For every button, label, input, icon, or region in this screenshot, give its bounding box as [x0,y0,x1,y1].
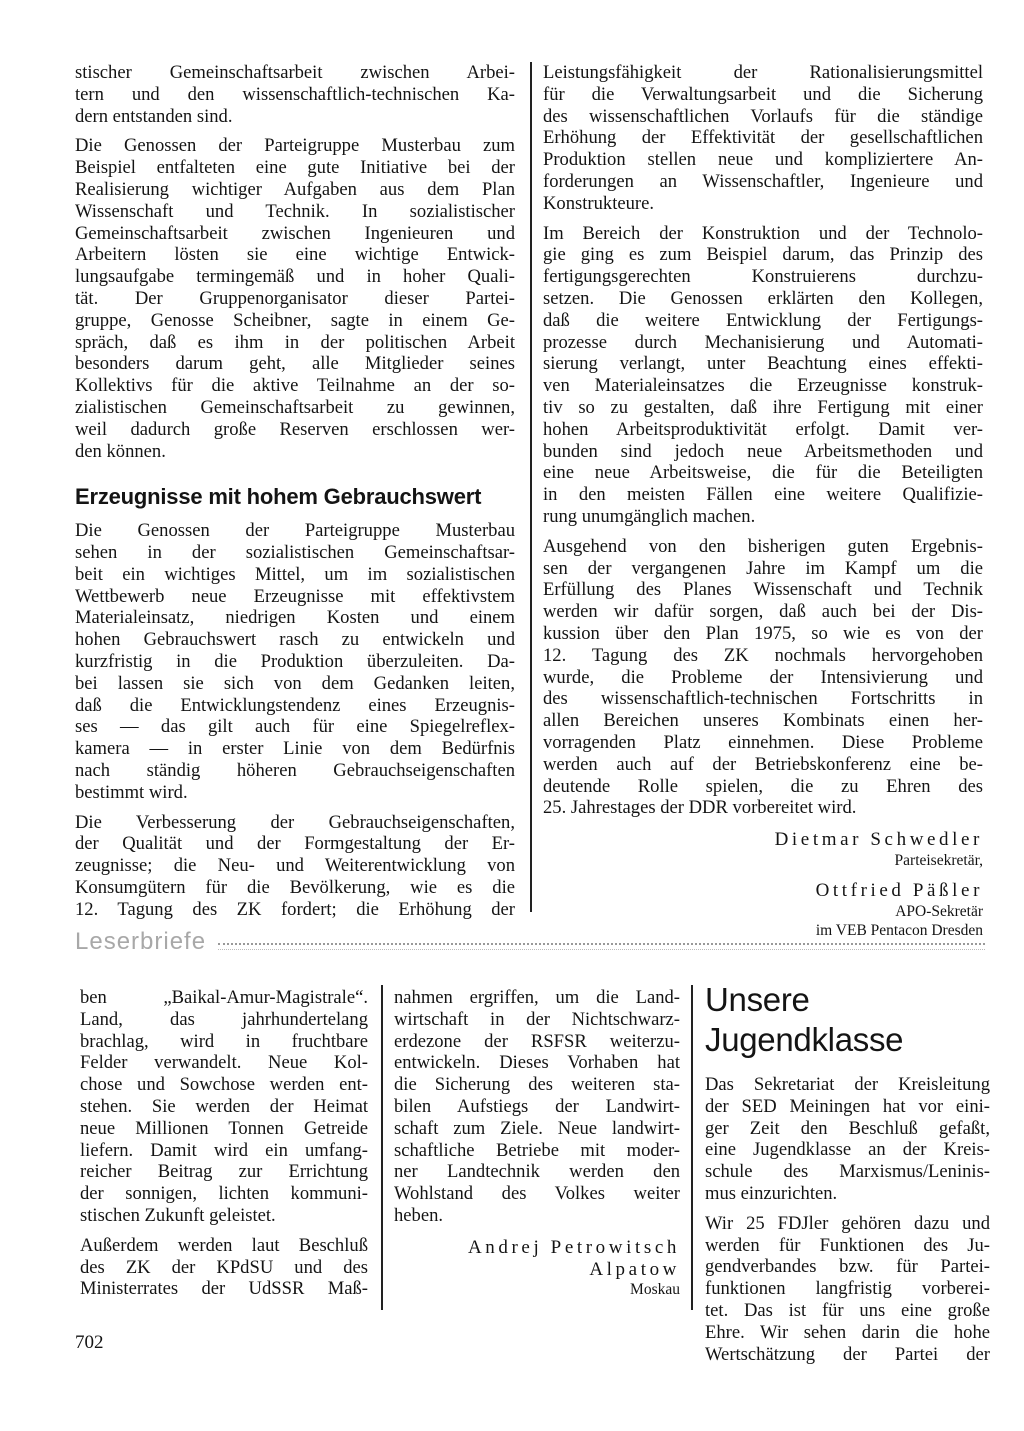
text-line: tät. Der Gruppenorganisator dieser Partei- [75,287,515,309]
section-rule [218,943,985,950]
text-line: Die Verbesserung der Gebrauchseigenschaften, [75,811,515,833]
text-line: daß die weitere Entwicklung der Fertigungs- [543,309,983,331]
text-line: die Sicherung des weiteren sta- [394,1074,680,1096]
text-line: lungsaufgabe termingemäß und in hoher Quali- [75,266,515,288]
text-line: Arbeitern lösten sie eine wichtige Entwick- [75,244,515,266]
text-line: der sonnigen, lichten kommuni- [80,1183,368,1205]
signature-role: im VEB Pentacon Dresden [815,921,983,939]
text-line: ner Landtechnik werden den [394,1161,680,1183]
text-line: wirtschaft in der Nichtschwarz- [394,1008,680,1030]
text-line: spräch, daß es ihm in der politischen Arbeit [75,331,515,353]
signature-name: Dietmar Schwedler [774,829,983,851]
text-line: werden wir dafür sorgen, daß auch bei der Dis- [543,601,983,623]
paragraph [705,1074,990,1205]
column-divider [691,985,693,1310]
column-divider [530,62,532,912]
text-line: besonders darum geht, alle Mitglieder seines [75,353,515,375]
column-top-right [543,62,983,940]
text-line: bunden sind jedoch neue Arbeitsmethoden und [543,440,983,462]
paragraph [75,62,515,127]
text-line: tiv so zu gestalten, daß ihre Fertigung mit einer [543,396,983,418]
text-line: Wir 25 FDJler gehören dazu und [705,1212,990,1234]
text-line: der SED Meiningen hat vor eini- [705,1095,990,1117]
text-line: ger Zeit den Beschluß gefaßt, [705,1117,990,1139]
text-line: Die Genossen der Parteigruppe Musterbau [75,520,515,542]
text-line: tern und den wissenschaftlich-technischen Ka- [75,83,515,105]
signature-name: Andrej Petrowitsch [467,1236,680,1258]
text-line: rung unumgänglich machen. [543,505,756,527]
signature-block [543,829,983,940]
text-line: funktionen langfristig vorberei- [705,1278,990,1300]
text-line: Materialeinsatz, niedrigen Kosten und einem [75,607,515,629]
text-line: wurde, die Probleme der Intensivierung und [543,666,983,688]
signature-name: Alpatow [589,1258,680,1280]
text-line: Wissenschaft und Technik. In sozialistischer [75,200,515,222]
text-line: Im Bereich der Konstruktion und der Technolo- [543,222,983,244]
text-line: Konstrukteure. [543,192,655,214]
paragraph [80,1235,368,1300]
text-line: Erhöhung der Effektivität der gesellschaftlichen [543,127,983,149]
text-line: setzen. Die Genossen erklärten den Kollegen, [543,287,983,309]
text-line: zeugnisse; die Neu- und Weiterentwicklung von [75,855,515,877]
text-line: des ZK der KPdSU und des [80,1256,368,1278]
column-bottom-right [705,980,990,1373]
text-line: in den meisten Fällen eine weitere Qualifizie- [543,484,983,506]
text-line: 25. Jahrestages der DDR vorbereitet wird. [543,797,857,819]
text-line: Die Genossen der Parteigruppe Musterbau zum [75,135,515,157]
text-line: Erfüllung des Planes Wissenschaft und Technik [543,579,983,601]
text-line: nach ständig höheren Gebrauchseigenschaften [75,759,515,781]
text-line: heben. [394,1204,444,1226]
text-line: zialistischen Gemeinschaftsarbeit zu gewinnen, [75,396,515,418]
text-line: Konsumgütern für die Bevölkerung, wie es die [75,876,515,898]
text-line: vorragenden Platz einnehmen. Diese Probleme [543,731,983,753]
text-line: der Qualität und der Formgestaltung der Er- [75,833,515,855]
text-line: Land, das jahrhundertelang [80,1008,368,1030]
text-line: 12. Tagung des ZK nochmals hervorgehoben [543,644,983,666]
text-line: sen der vergangenen Jahre im Kampf um die [543,557,983,579]
text-line: stischer Gemeinschaftsarbeit zwischen Arbei- [75,62,515,83]
paragraph [394,987,680,1227]
text-line: Felder verwandelt. Neue Kol- [80,1052,368,1074]
column-bottom-left [80,987,368,1308]
paragraph [705,1213,990,1366]
text-line: deutende Rolle spielen, die zu Ehren des [543,775,983,797]
text-line: dern entstanden sind. [75,105,233,127]
text-line: stischen Zukunft geleistet. [80,1204,276,1226]
text-line: chose und Sowchose werden ent- [80,1074,368,1096]
text-line: beit ein wichtiges Mittel, um im sozialistischen [75,563,515,585]
text-line: für die Verwaltungsarbeit und die Sicherung [543,83,983,105]
text-line: gie ging es zum Beispiel darum, das Prinzip des [543,244,983,266]
text-line: stehen. Sie werden der Heimat [80,1095,368,1117]
text-line: brachlag, wird in fruchtbare [80,1030,368,1052]
text-line: sierung verlangt, unter Beachtung eines effekti- [543,353,983,375]
text-line: Ehre. Wir sehen darin die hohe [705,1321,990,1343]
text-line: sehen in der sozialistischen Gemeinschaftsar- [75,541,515,563]
text-line: ses — das gilt auch für eine Spiegelreflex- [75,716,515,738]
text-line: nahmen ergriffen, um die Land- [394,987,680,1008]
text-line: des wissenschaftlich-technischen Fortschritts in [543,688,983,710]
text-line: eine neue Arbeitsweise, die für die Beteiligten [543,462,983,484]
section-label: Leserbriefe [75,928,207,955]
signature-role: Parteisekretär, [894,851,983,869]
text-line: bestimmt wird. [75,781,188,803]
paragraph [75,812,515,921]
text-line: schaft zum Ziele. Neue landwirt- [394,1117,680,1139]
text-line: schule des Marxismus/Leninis- [705,1161,990,1183]
text-line: neue Millionen Tonnen Getreide [80,1117,368,1139]
text-line: weil dadurch große Reserven erschlossen wer- [75,418,515,440]
text-line: erdezone der RSFSR weiterzu- [394,1030,680,1052]
text-line: ben „Baikal-Amur-Magistrale“. [80,987,368,1008]
page-number: 702 [75,1332,104,1353]
paragraph [543,62,983,215]
text-line: Wertschätzung der Partei der [705,1343,990,1365]
text-line: kussion über den Plan 1975, so wie es von der [543,622,983,644]
paragraph [75,520,515,803]
text-line: Beispiel entfalteten eine gute Initiative bei der [75,157,515,179]
signature-name: Ottfried Päßler [815,879,983,901]
text-line: mus einzurichten. [705,1182,838,1204]
signature-role: APO-Sekretär [895,902,983,920]
paragraph [543,223,983,528]
paragraph [543,536,983,819]
text-line: Wettbewerb neue Erzeugnisse mit effektivstem [75,585,515,607]
article-heading: Unsere Jugendklasse [705,981,904,1058]
signature-block [394,1237,680,1300]
text-line: den können. [75,440,166,462]
text-line: Realisierung wichtiger Aufgaben aus dem Plan [75,178,515,200]
text-line: hohen Arbeitsproduktivität erfolgt. Damit ver- [543,418,983,440]
text-line: 12. Tagung des ZK fordert; die Erhöhung der [75,898,515,920]
text-line: Gemeinschaftsarbeit zwischen Ingenieuren und [75,222,515,244]
text-line: werden für Funktionen des Ju- [705,1234,990,1256]
text-line: Ausgehend von den bisherigen guten Ergebnis- [543,535,983,557]
text-line: gendverbandes bzw. für Partei- [705,1256,990,1278]
text-line: reicher Beitrag zur Errichtung [80,1161,368,1183]
signature-place: Moskau [630,1281,680,1299]
paragraph [80,987,368,1227]
text-line: entwickeln. Dieses Vorhaben hat [394,1052,680,1074]
text-line: kamera — in erster Linie von dem Bedürfnis [75,738,515,760]
text-line: bilen Aufstiegs der Landwirt- [394,1095,680,1117]
column-bottom-middle [394,987,680,1299]
text-line: des wissenschaftlichen Vorlaufs für die ständige [543,105,983,127]
text-line: eine Jugendklasse an der Kreis- [705,1139,990,1161]
column-divider [381,985,383,1310]
text-line: Ministerrates der UdSSR Maß- [80,1278,368,1300]
text-line: allen Bereichen unseres Kombinats einen her- [543,710,983,732]
text-line: forderungen an Wissenschaftler, Ingenieure und [543,170,983,192]
paragraph [75,135,515,462]
text-line: kurzfristig in die Produktion überzuleiten. Da- [75,650,515,672]
text-line: gruppe, Genosse Scheibner, sagte in einem Ge- [75,309,515,331]
section-heading: Erzeugnisse mit hohem Gebrauchswert [75,484,482,510]
text-line: fertigungsgerechten Konstruierens durchzu- [543,266,983,288]
text-line: bei lassen sie sich von dem Gedanken leiten, [75,672,515,694]
text-line: Produktion stellen neue und kompliziertere An- [543,149,983,171]
text-line: ven Materialeinsatzes die Erzeugnisse konstruk- [543,375,983,397]
text-line: liefern. Damit wird ein umfang- [80,1139,368,1161]
text-line: daß die Entwicklungstendenz eines Erzeugnis- [75,694,515,716]
text-line: tet. Das ist für uns eine große [705,1299,990,1321]
text-line: werden auch auf der Betriebskonferenz eine be- [543,753,983,775]
column-top-left [75,62,515,928]
text-line: Wohlstand des Volkes weiter [394,1183,680,1205]
text-line: Kollektivs für die aktive Teilnahme an der so- [75,375,515,397]
text-line: hohen Gebrauchswert rasch zu entwickeln und [75,629,515,651]
text-line: Leistungsfähigkeit der Rationalisierungsmittel [543,62,983,83]
text-line: schaftliche Betriebe mit moder- [394,1139,680,1161]
text-line: Das Sekretariat der Kreisleitung [705,1074,990,1095]
text-line: Außerdem werden laut Beschluß [80,1234,368,1256]
text-line: prozesse durch Mechanisierung und Automati- [543,331,983,353]
